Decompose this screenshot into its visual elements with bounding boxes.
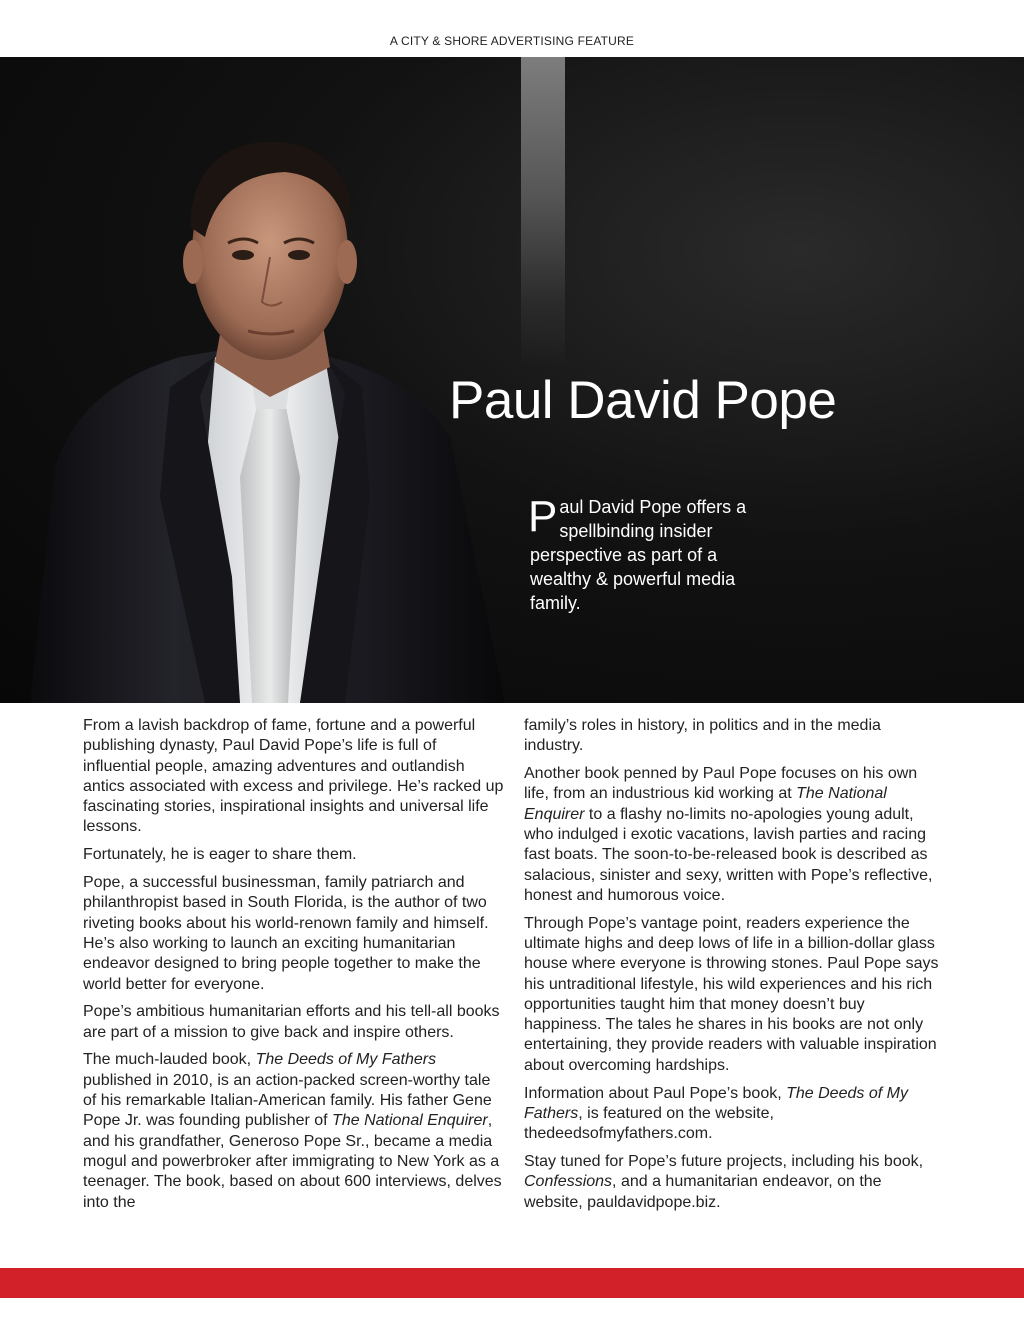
book-title: The Deeds of My Fathers: [255, 1051, 437, 1069]
paragraph: From a lavish backdrop of fame, fortune and a powerful publishing dynasty, Paul David Pope’s life is full of influential people, amazing adventures and outlandish antics associated with excess and privilege. He’s racked up fascinating stories, inspirational insights and universal life lessons.: [83, 717, 504, 836]
text-run: published in 2010, is an action-packed screen-worthy tale of his remarkable Italian-American family. His father Gene Pope Jr. was founding publisher of: [83, 1071, 492, 1130]
footer-accent-bar: [0, 1268, 1024, 1298]
paragraph: Pope’s ambitious humanitarian efforts and his tell-all books are part of a mission to give back and inspire others.: [83, 1003, 500, 1041]
intro-text: aul David Pope offers a spellbinding insider perspective as part of a wealthy & powerful media family.: [530, 497, 747, 613]
drop-cap: P: [528, 492, 558, 541]
decorative-stripe: [521, 57, 565, 367]
paragraph: [524, 1152, 939, 1213]
text-run: , and a humanitarian endeavor, on the website, pauldavidpope.biz.: [524, 1173, 882, 1211]
portrait-photo: [0, 57, 520, 703]
paragraph: [524, 1084, 939, 1145]
hero-intro: [528, 492, 770, 615]
text-run: , and his grandfather, Generoso Pope Sr., became a media mogul and powerbroker after immigrating to New York as a teenager. The book, based on about 600 interviews, delves into the: [83, 1112, 502, 1211]
left-column: [83, 716, 508, 1220]
paragraph: Pope, a successful businessman, family patriarch and philanthropist based in South Florida, is the author of two riveting books about his world-renown family and himself. He’s also working to launch an exciting humanitarian endeavor designed to bring people together to make the world better for everyone.: [83, 874, 489, 993]
text-run: The much-lauded book,: [83, 1051, 256, 1069]
right-column: [524, 716, 939, 1220]
publication-title: The National Enquirer: [332, 1112, 488, 1130]
feature-label: A CITY & SHORE ADVERTISING FEATURE: [389, 34, 635, 48]
paragraph: family’s roles in history, in politics and in the media industry.: [524, 717, 881, 755]
text-run: to a flashy no-limits no-apologies young adult, who indulged i exotic vacations, lavish parties and racing fast boats. The soon-to-be-released book is described as salacious, sinister and sexy, written with Pope’s reflective, honest and humorous voice.: [524, 805, 933, 904]
text-run: , is featured on the website, thedeedsofmyfathers.com.: [524, 1104, 774, 1143]
paragraph: Through Pope’s vantage point, readers experience the ultimate highs and deep lows of life in a billion-dollar glass house where everyone is throwing stones. Paul Pope says his untraditional lifestyle, his wild experiences and his rich opportunities taught him that money doesn’t buy happiness. The tales he shares in his books are not only entertaining, they provide readers with valuable inspiration about overcoming hardships.: [524, 914, 939, 1074]
paragraph: [83, 1050, 508, 1212]
publication-title: The National Enquirer: [524, 785, 887, 823]
text-run: Another book penned by Paul Pope focuses on his own life, from an industrious kid working at: [524, 765, 918, 803]
paragraph: Fortunately, he is eager to share them.: [83, 846, 357, 864]
hero-banner: [0, 57, 1024, 703]
paragraph: [524, 764, 939, 906]
book-title: Confessions: [524, 1173, 613, 1191]
text-run: Information about Paul Pope’s book,: [524, 1084, 787, 1102]
text-run: Stay tuned for Pope’s future projects, including his book,: [524, 1152, 924, 1170]
book-title: The Deeds of My Fathers: [524, 1084, 908, 1122]
page-title: Paul David Pope: [449, 371, 837, 430]
